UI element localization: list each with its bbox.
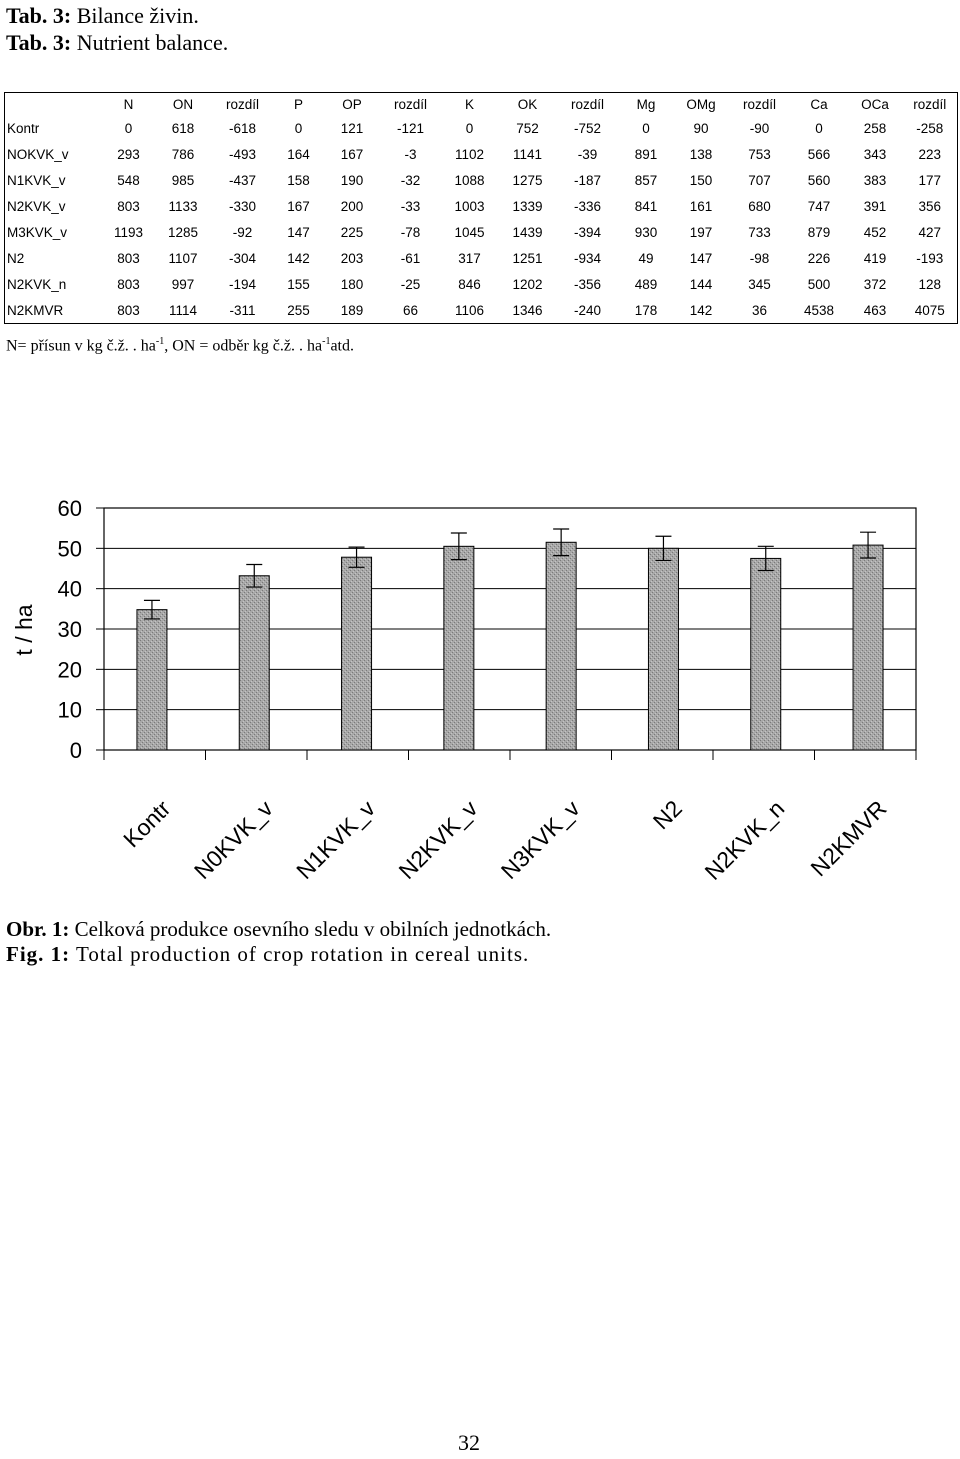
table-cell: 419	[863, 250, 887, 266]
table-cell: 223	[918, 146, 942, 162]
table-cell: 1439	[512, 224, 543, 240]
table-cell: 226	[807, 250, 831, 266]
table-cell: 0	[124, 120, 133, 136]
table-cell: 255	[274, 297, 324, 324]
table-cell: 4075	[903, 297, 958, 324]
table-cell: 786	[171, 146, 195, 162]
table-row	[5, 219, 958, 245]
table-cell: 846	[458, 276, 481, 292]
table-cell: 0	[815, 120, 823, 136]
y-tick-label: 20	[57, 657, 82, 683]
table-row	[5, 297, 958, 324]
table-cell: 66	[381, 297, 441, 324]
bar	[546, 542, 576, 750]
table-cell: 150	[689, 172, 713, 188]
table-cell: 147	[287, 224, 310, 240]
table-cell: 189	[324, 297, 381, 324]
table-cell: -92	[232, 224, 253, 240]
table-cell: 707	[748, 172, 771, 188]
table-cell: -493	[228, 146, 257, 162]
table-cell: -752	[573, 120, 602, 136]
table-cell: 167	[340, 146, 364, 162]
table-cell: 197	[689, 224, 713, 240]
table-cell: 138	[689, 146, 713, 162]
table-row	[5, 193, 958, 219]
table-row	[5, 167, 958, 193]
y-tick-label: 0	[69, 738, 82, 763]
table-cell: 1202	[512, 276, 543, 292]
table-cell: 164	[287, 146, 310, 162]
y-tick-label: 60	[57, 496, 82, 521]
column-header	[5, 93, 103, 116]
column-header: rozdíl	[381, 93, 441, 116]
bar	[342, 557, 372, 750]
column-header: OK	[499, 93, 557, 116]
column-header: K	[441, 93, 499, 116]
table-cell: 190	[340, 172, 364, 188]
table-cell: -33	[400, 198, 421, 214]
x-tick-label: N0KVK_v	[188, 795, 278, 885]
table-cell: -187	[573, 172, 602, 188]
table-cell: 997	[171, 276, 195, 292]
bar	[853, 545, 883, 750]
x-tick-label: N3KVK_v	[495, 795, 585, 885]
x-tick-label: N2KVK_n	[699, 795, 790, 885]
table-cell: 161	[689, 198, 713, 214]
table-cell: 733	[748, 224, 771, 240]
table-cell: 427	[918, 224, 942, 240]
table-cell: 680	[748, 198, 771, 214]
column-header: rozdíl	[903, 93, 958, 116]
row-label: N2KVK_v	[7, 198, 66, 214]
page-number: 32	[458, 1430, 480, 1455]
table-cell: -98	[749, 250, 770, 266]
table-cell: -356	[573, 276, 602, 292]
table-cell: 142	[674, 297, 729, 324]
table-cell: 857	[634, 172, 658, 188]
table-cell: 747	[807, 198, 831, 214]
table-cell: 155	[287, 276, 310, 292]
table-cell: 1102	[454, 146, 485, 162]
y-tick-label: 10	[57, 697, 82, 723]
table-cell: 177	[918, 172, 942, 188]
table-cell: -618	[228, 120, 257, 136]
table-cell: 158	[287, 172, 310, 188]
column-header: rozdíl	[212, 93, 274, 116]
x-tick-label: N2KVK_v	[393, 795, 483, 885]
table-cell: -330	[228, 198, 257, 214]
nutrient-balance-table	[4, 92, 947, 324]
table-cell: -193	[916, 250, 944, 266]
table-cell: 356	[918, 198, 942, 214]
table-cell: 49	[638, 250, 654, 266]
table-cell: 144	[689, 276, 713, 292]
table-cell: 1275	[512, 172, 543, 188]
table-cell: 930	[634, 224, 658, 240]
table-cell: 225	[340, 224, 364, 240]
row-label: N2KMVR	[5, 297, 103, 324]
table-cell: -90	[749, 120, 770, 136]
bar	[444, 546, 474, 750]
y-tick-label: 50	[57, 536, 82, 562]
table-cell: 1107	[168, 250, 198, 266]
table-cell: -32	[400, 172, 421, 188]
table-cell: 203	[340, 250, 364, 266]
x-tick-label: Kontr	[118, 795, 176, 853]
table-cell: 560	[807, 172, 831, 188]
table-cell: 752	[516, 120, 539, 136]
column-header: OP	[324, 93, 381, 116]
y-tick-label: 30	[57, 617, 82, 642]
table-cell: 0	[642, 120, 650, 136]
column-header: Ca	[791, 93, 848, 116]
table-caption-cz: Tab. 3: Bilance živin.	[6, 3, 199, 28]
table-cell: 121	[340, 120, 364, 136]
x-tick-label: N2KMVR	[805, 795, 892, 882]
table-cell: 1251	[512, 250, 543, 266]
table-cell: 372	[863, 276, 887, 292]
table-cell: -3	[404, 146, 417, 162]
table-cell: 142	[287, 250, 310, 266]
table-cell: 803	[103, 297, 155, 324]
table-cell: 1133	[168, 198, 198, 214]
table-row	[5, 245, 958, 271]
table-cell: 345	[748, 276, 771, 292]
table-cell: 1285	[167, 224, 199, 240]
x-tick-label: N2	[647, 795, 687, 835]
table-cell: 489	[634, 276, 658, 292]
x-tick-label: N1KVK_v	[291, 795, 381, 885]
table	[4, 92, 958, 324]
row-label: Kontr	[7, 120, 40, 136]
table-cell: 803	[117, 250, 140, 266]
row-label: N1KVK_v	[7, 172, 66, 188]
table-cell: 383	[863, 172, 887, 188]
table-cell: -194	[228, 276, 257, 292]
table-cell: 1346	[499, 297, 557, 324]
bar	[137, 610, 167, 750]
table-cell: -258	[916, 120, 944, 136]
table-cell: -240	[557, 297, 619, 324]
table-cell: 4538	[791, 297, 848, 324]
table-cell: 147	[689, 250, 713, 266]
table-cell: 985	[171, 172, 195, 188]
table-caption-en: Tab. 3: Nutrient balance.	[6, 30, 229, 55]
table-cell: 0	[465, 120, 474, 136]
table-cell: 548	[117, 172, 140, 188]
column-header: OMg	[674, 93, 729, 116]
table-caption	[6, 2, 228, 56]
table-cell: -39	[577, 146, 598, 162]
table-cell: 90	[693, 120, 709, 136]
column-header: OCa	[848, 93, 903, 116]
table-cell: 343	[863, 146, 887, 162]
table-header-row	[5, 93, 958, 116]
y-axis-label: t / ha	[11, 604, 37, 656]
table-cell: 500	[807, 276, 831, 292]
table-cell: 0	[294, 120, 303, 136]
table-cell: 258	[863, 120, 887, 136]
table-cell: -311	[212, 297, 274, 324]
table-row	[5, 271, 958, 297]
table-cell: 1193	[113, 224, 144, 240]
table-note: N= přísun v kg č.ž. . $ha^{-1}$, ON = odběr kg č.ž. . $ha^{-1}atd$.	[6, 336, 354, 355]
column-header: N	[103, 93, 155, 116]
table-cell: -437	[228, 172, 257, 188]
table-cell: 178	[619, 297, 674, 324]
column-header: Mg	[619, 93, 674, 116]
table-cell: -304	[228, 250, 257, 266]
row-label: N2	[7, 250, 25, 266]
table-cell: 1088	[454, 172, 485, 188]
table-cell: 391	[863, 198, 887, 214]
table-cell: 293	[117, 146, 140, 162]
table-cell: -61	[400, 250, 421, 266]
table-cell: 753	[748, 146, 771, 162]
row-label: M3KVK_v	[7, 224, 68, 240]
table-cell: 891	[634, 146, 658, 162]
table-row	[5, 115, 958, 141]
table-cell: 463	[848, 297, 903, 324]
y-tick-label: 40	[57, 576, 82, 602]
production-bar-chart	[0, 480, 960, 890]
figure-caption-cz: Obr. 1: Celková produkce osevního sledu v obilních jednotkách.	[6, 917, 552, 941]
table-cell: 452	[863, 224, 887, 240]
table-cell: 1339	[512, 198, 543, 214]
table-cell: 879	[807, 224, 831, 240]
table-cell: 1106	[441, 297, 499, 324]
table-cell: 566	[807, 146, 831, 162]
figure-caption	[6, 917, 551, 967]
table-cell: -25	[400, 276, 421, 292]
bar	[648, 548, 678, 750]
table-cell: -121	[396, 120, 425, 136]
row-label: N2KVK_n	[7, 276, 67, 292]
bar	[751, 558, 781, 750]
table-cell: 1003	[454, 198, 485, 214]
bar	[239, 576, 269, 750]
table-cell: 803	[117, 198, 140, 214]
table-cell: -934	[573, 250, 602, 266]
table-cell: 200	[340, 198, 364, 214]
figure-caption-en: Fig. 1: Total production of crop rotation in cereal units.	[6, 942, 530, 966]
table-cell: 317	[458, 250, 481, 266]
table-cell: 36	[729, 297, 791, 324]
table-cell: 841	[634, 198, 658, 214]
table-cell: 1141	[512, 146, 543, 162]
column-header: P	[274, 93, 324, 116]
table-cell: -78	[400, 224, 421, 240]
column-header: rozdíl	[557, 93, 619, 116]
table-cell: 1045	[454, 224, 485, 240]
table-cell: 1114	[155, 297, 212, 324]
table-cell: -394	[573, 224, 602, 240]
table-cell: 618	[171, 120, 195, 136]
table-cell: 180	[340, 276, 364, 292]
table-cell: 803	[117, 276, 140, 292]
column-header: rozdíl	[729, 93, 791, 116]
table-cell: 167	[287, 198, 310, 214]
table-row	[5, 141, 958, 167]
row-label: NOKVK_v	[7, 146, 69, 162]
column-header: ON	[155, 93, 212, 116]
table-cell: 128	[918, 276, 942, 292]
table-cell: -336	[573, 198, 602, 214]
